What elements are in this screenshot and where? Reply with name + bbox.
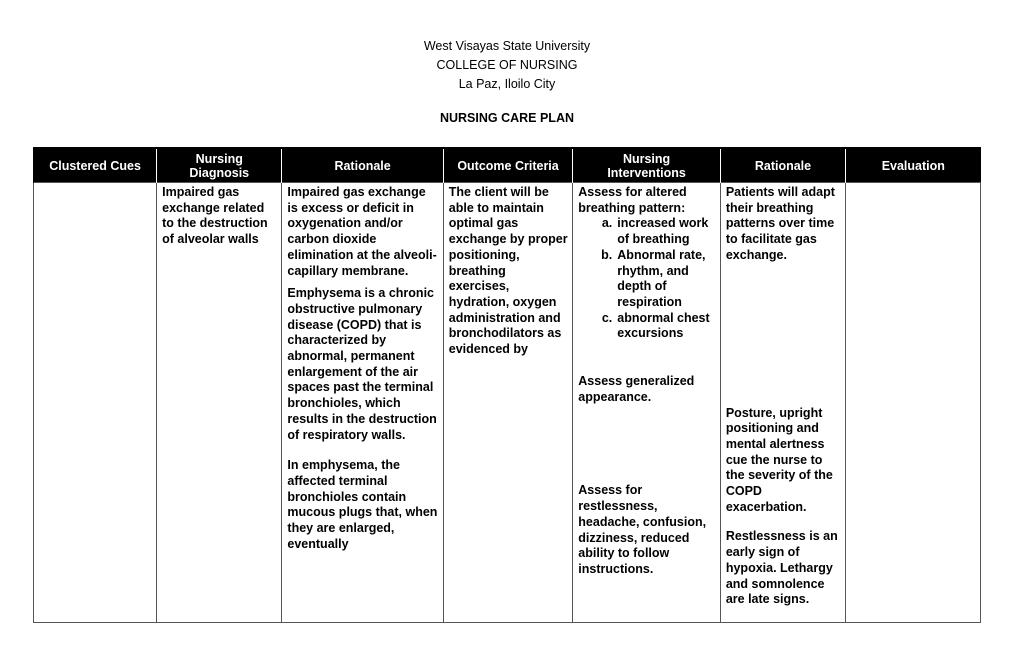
cell-clustered-cues	[34, 183, 157, 623]
rationale-paragraph-1: Impaired gas exchange is excess or deficit in oxygenation and/or carbon dioxide elimination at the alveoli-capillary membrane.	[287, 185, 437, 278]
cell-rationale	[282, 183, 443, 623]
header-clustered-cues: Clustered Cues	[34, 148, 157, 183]
list-item: c. abnormal chest excursions	[601, 310, 710, 341]
diagnosis-text: Impaired gas exchange related to the destruction of alveolar walls	[162, 185, 268, 247]
university-name: West Visayas State University	[423, 39, 591, 53]
college-name: COLLEGE OF NURSING	[436, 58, 578, 72]
page-title: NURSING CARE PLAN	[439, 111, 575, 125]
table-header-row	[34, 148, 981, 183]
outcome-text: The client will be able to maintain optimal gas exchange by proper positioning, breathing exercises, hydration, oxygen administration and bronchodilators as evidenced by	[448, 185, 568, 357]
header-rationale-2: Rationale	[720, 148, 845, 183]
rationale-paragraph-3: In emphysema, the affected terminal bronchioles contain mucous plugs that, when they are enlarged, eventually	[287, 458, 438, 551]
cell-outcome-criteria	[443, 183, 573, 623]
cell-nursing-diagnosis	[157, 183, 282, 623]
cell-evaluation	[846, 183, 981, 623]
rationale-paragraph-2: Emphysema is a chronic obstructive pulmonary disease (COPD) that is characterized by abnormal, permanent enlargement of the air spaces past the terminal bronchioles, which results in the destruction of respiratory walls.	[287, 286, 437, 442]
rationale2-2: Posture, upright positioning and mental alertness cue the nurse to the severity of the COPD exacerbation.	[725, 405, 833, 514]
header-outcome-criteria: Outcome Criteria	[443, 148, 573, 183]
header-nursing-interventions: Nursing Interventions	[573, 148, 721, 183]
intervention-2: Assess generalized appearance.	[578, 374, 695, 404]
list-item: a. increased work of breathing	[601, 216, 709, 247]
intervention-1: Assess for altered breathing pattern:	[578, 185, 687, 215]
care-plan-table	[33, 147, 981, 623]
cell-rationale-2	[720, 183, 845, 623]
cell-nursing-interventions	[573, 183, 721, 623]
list-item: b. Abnormal rate, rhythm, and depth of respiration	[601, 247, 706, 309]
header-evaluation: Evaluation	[846, 148, 981, 183]
intervention-3: Assess for restlessness, headache, confusion, dizziness, reduced ability to follow instructions.	[578, 483, 707, 576]
rationale2-3: Restlessness is an early sign of hypoxia. Lethargy and somnolence are late signs.	[725, 529, 838, 607]
table-row	[34, 183, 981, 623]
location: La Paz, Iloilo City	[458, 77, 556, 91]
rationale2-1: Patients will adapt their breathing patterns over time to facilitate gas exchange.	[725, 185, 835, 262]
header-rationale: Rationale	[282, 148, 443, 183]
intervention-sublist	[578, 216, 716, 342]
header-nursing-diagnosis: Nursing Diagnosis	[157, 148, 282, 183]
